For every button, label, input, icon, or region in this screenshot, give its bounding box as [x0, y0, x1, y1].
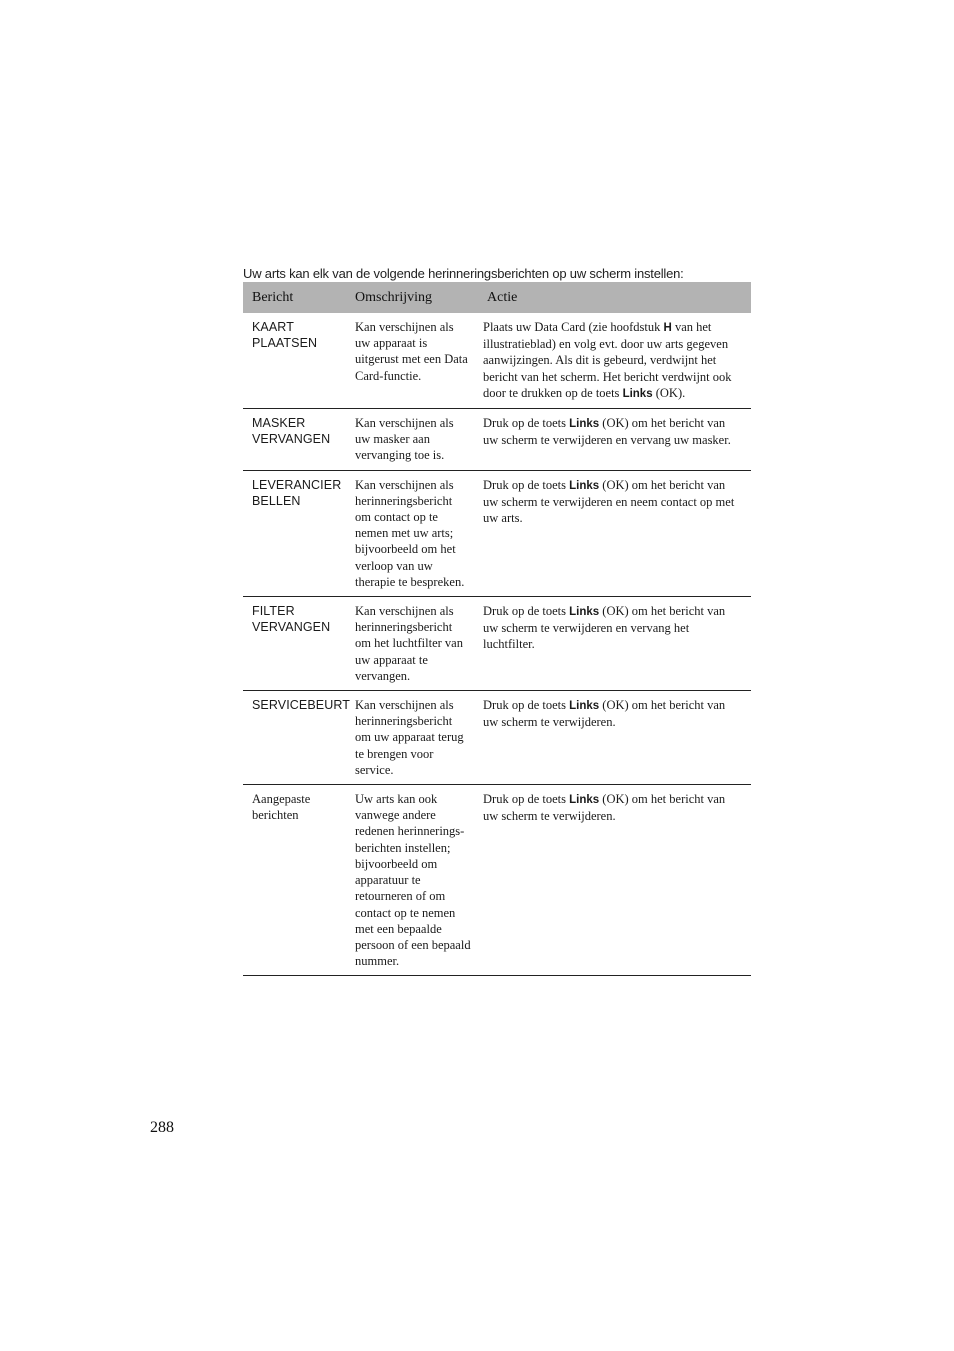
key-label: Links — [569, 479, 600, 492]
message-code: SERVICEBEURT — [252, 698, 350, 713]
key-label: Links — [569, 418, 600, 431]
key-label: Links — [622, 387, 653, 400]
message-description: Kan verschijnen als uw apparaat is uitgerust met een Data Card-functie. — [355, 320, 468, 383]
action-text: Druk op de toets — [483, 792, 570, 807]
action-text: van het illustratieblad) en volg evt. door uw arts gegeven aanwijzingen. Als dit is gebeurd, verdwijnt het bericht van het scherm. Het bericht verdwijnt ook door te drukken op de toets — [483, 320, 732, 400]
table-header — [243, 282, 751, 313]
table-row-leverancier-bellen — [243, 470, 751, 596]
message-code: MASKER VERVANGEN — [252, 416, 331, 447]
action-text: (OK) om het bericht van uw scherm te verwijderen en vervang uw masker. — [483, 416, 731, 448]
key-label: Links — [569, 606, 600, 619]
page-number: 288 — [150, 1119, 174, 1136]
action-text: (OK). — [652, 385, 686, 400]
action-text: Druk op de toets — [483, 477, 570, 492]
message-action — [475, 785, 751, 976]
message-action — [475, 691, 751, 785]
key-label: Links — [569, 794, 600, 807]
message-action — [475, 470, 751, 596]
message-code: LEVERANCIER BELLEN — [252, 477, 342, 508]
message-description: Kan verschijnen als herinneringsbericht om contact op te nemen met uw arts; bijvoorbeeld om het verloop van uw therapie te bespreken. — [355, 477, 465, 589]
action-text: (OK) om het bericht van uw scherm te verwijderen en neem contact op met uw arts. — [483, 477, 735, 526]
action-text: Druk op de toets — [483, 698, 570, 713]
action-text: Druk op de toets — [483, 604, 570, 619]
key-label: Links — [569, 700, 600, 713]
table-header-row — [243, 282, 751, 313]
message-description: Kan verschijnen als herinneringsbericht om uw apparaat terug te brengen voor service. — [355, 698, 464, 777]
table-row-servicebeurt — [243, 691, 751, 785]
action-text: Plaats uw Data Card (zie hoofdstuk — [483, 320, 664, 334]
key-label: H — [663, 322, 672, 334]
table-row-masker-vervangen — [243, 409, 751, 471]
table-row-kaart-plaatsen — [243, 313, 751, 409]
header-omschrijving: Omschrijving — [346, 282, 475, 313]
message-code: KAART PLAATSEN — [252, 320, 318, 351]
action-text: (OK) om het bericht van uw scherm te verwijderen en vervang het luchtfilter. — [483, 604, 726, 652]
action-text: (OK) om het bericht van uw scherm te verwijderen. — [483, 792, 726, 824]
action-text: Druk op de toets — [483, 416, 570, 431]
action-text: (OK) om het bericht van uw scherm te verwijderen. — [483, 698, 726, 730]
message-action — [475, 597, 751, 691]
message-action — [475, 409, 751, 471]
table-row-aangepaste-berichten — [243, 785, 751, 976]
message-action — [475, 313, 751, 409]
reminder-messages-table — [243, 282, 751, 976]
intro-text: Uw arts kan elk van de volgende herinneringsberichten op uw scherm instellen: — [243, 266, 684, 281]
header-actie: Actie — [475, 282, 751, 313]
message-description: Uw arts kan ook vanwege andere redenen herinnerings-berichten instellen; bijvoorbeeld om apparatuur te retourneren of om contact op te nemen met een bepaalde persoon of een bepaald nummer. — [355, 792, 471, 969]
table-row-filter-vervangen — [243, 597, 751, 691]
header-bericht: Bericht — [243, 282, 346, 313]
message-code: FILTER VERVANGEN — [252, 604, 331, 635]
message-code: Aangepaste berichten — [252, 792, 311, 823]
message-description: Kan verschijnen als uw masker aan vervanging toe is. — [355, 416, 454, 463]
message-description: Kan verschijnen als herinneringsbericht om het luchtfilter van uw apparaat te vervangen. — [355, 604, 463, 683]
